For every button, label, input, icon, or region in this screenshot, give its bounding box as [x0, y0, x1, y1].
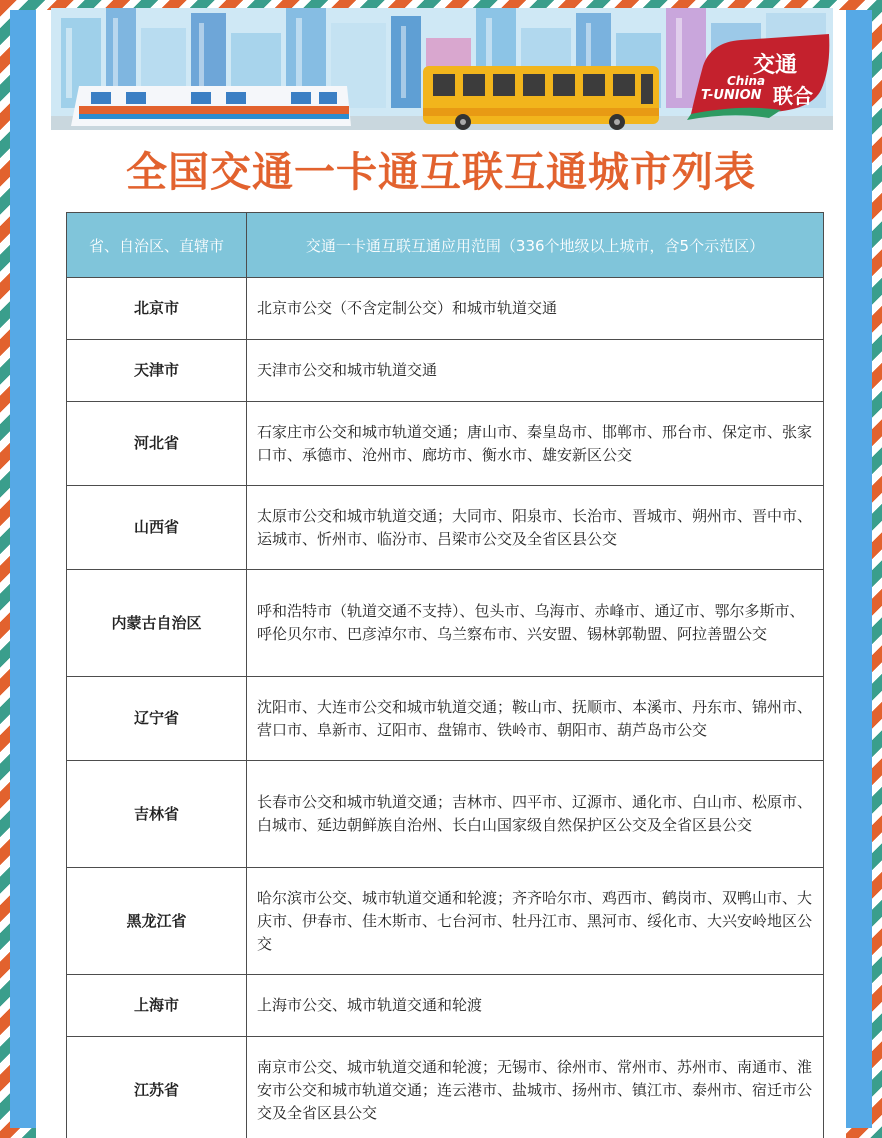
table-row [67, 868, 824, 975]
table-row [67, 761, 824, 868]
train-icon [71, 86, 351, 126]
logo-china: China [727, 74, 766, 88]
bus-icon [423, 66, 659, 130]
province-cell: 山西省 [67, 486, 247, 570]
header-scope: 交通一卡通互联互通应用范围（336个地级以上城市，含5个示范区） [247, 213, 824, 278]
province-cell: 内蒙古自治区 [67, 570, 247, 677]
province-cell: 辽宁省 [67, 677, 247, 761]
table-row [67, 677, 824, 761]
province-cell: 上海市 [67, 975, 247, 1037]
province-cell: 河北省 [67, 402, 247, 486]
logo-line1: 交通 [753, 53, 798, 78]
header-banner [51, 8, 833, 130]
scope-cell: 上海市公交、城市轨道交通和轮渡 [247, 975, 824, 1037]
table-row [67, 1037, 824, 1138]
logo-line2: 联合 [773, 84, 813, 108]
province-cell: 北京市 [67, 278, 247, 340]
scope-cell: 石家庄市公交和城市轨道交通；唐山市、秦皇岛市、邯郸市、邢台市、保定市、张家口市、承德市、沧州市、廊坊市、衡水市、雄安新区公交 [247, 402, 824, 486]
city-table [66, 212, 824, 1138]
scope-cell: 长春市公交和城市轨道交通；吉林市、四平市、辽源市、通化市、白山市、松原市、白城市、延边朝鲜族自治州、长白山国家级自然保护区公交及全省区县公交 [247, 761, 824, 868]
province-cell: 天津市 [67, 340, 247, 402]
province-cell: 黑龙江省 [67, 868, 247, 975]
logo-tunion: T-UNION [701, 88, 762, 103]
scope-cell: 北京市公交（不含定制公交）和城市轨道交通 [247, 278, 824, 340]
scope-cell: 呼和浩特市（轨道交通不支持）、包头市、乌海市、赤峰市、通辽市、鄂尔多斯市、呼伦贝尔市、巴彦淖尔市、乌兰察布市、兴安盟、锡林郭勒盟、阿拉善盟公交 [247, 570, 824, 677]
scope-cell: 天津市公交和城市轨道交通 [247, 340, 824, 402]
table-header-row [67, 213, 824, 278]
scope-cell: 哈尔滨市公交、城市轨道交通和轮渡；齐齐哈尔市、鸡西市、鹤岗市、双鸭山市、大庆市、伊春市、佳木斯市、七台河市、牡丹江市、黑河市、绥化市、大兴安岭地区公交 [247, 868, 824, 975]
table-row [67, 975, 824, 1037]
province-cell: 吉林省 [67, 761, 247, 868]
table-row [67, 402, 824, 486]
scope-cell: 沈阳市、大连市公交和城市轨道交通；鞍山市、抚顺市、本溪市、丹东市、锦州市、营口市、阜新市、辽阳市、盘锦市、铁岭市、朝阳市、葫芦岛市公交 [247, 677, 824, 761]
province-cell: 江苏省 [67, 1037, 247, 1138]
table-row [67, 486, 824, 570]
table-row [67, 570, 824, 677]
table-row [67, 340, 824, 402]
scope-cell: 太原市公交和城市轨道交通；大同市、阳泉市、长治市、晋城市、朔州市、晋中市、运城市、忻州市、临汾市、吕梁市公交及全省区县公交 [247, 486, 824, 570]
city-skyline-illustration [51, 8, 833, 130]
header-province: 省、自治区、直辖市 [67, 213, 247, 278]
table-row [67, 278, 824, 340]
page-title: 全国交通一卡通互联互通城市列表 [126, 148, 756, 196]
scope-cell: 南京市公交、城市轨道交通和轮渡；无锡市、徐州市、常州市、苏州市、南通市、淮安市公交和城市轨道交通；连云港市、盐城市、扬州市、镇江市、泰州市、宿迁市公交及全省区县公交 [247, 1037, 824, 1138]
